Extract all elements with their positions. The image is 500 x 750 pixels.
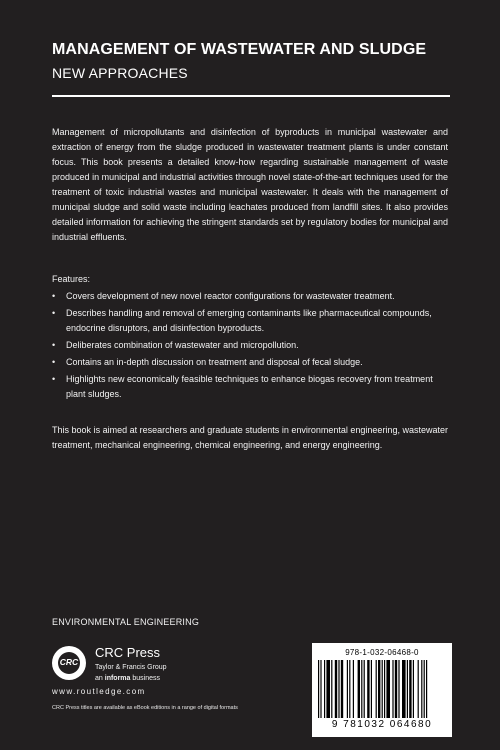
bullet-icon: • xyxy=(52,357,56,367)
book-description: Management of micropollutants and disinfection of byproducts in municipal wastewater and extraction of energy from the sludge produced in wastewater treatment plants is under constant focus. This book presents a detailed know-how regarding sustainable management of waste produced in municipal and industrial activities through novel state-of-the-art techniques used for the treatment of toxic industrial wastes and municipal wastewater. It deals with the management of municipal sludge and solid waste including leachates produced from landfill sites. It also provides detailed information for achieving the stringent standards set by regulatory bodies for municipal and industrial effluents. xyxy=(52,127,448,242)
barcode-bar xyxy=(409,660,411,718)
business-prefix: an xyxy=(95,675,103,682)
barcode-panel xyxy=(312,643,452,737)
feature-text: Covers development of new novel reactor configurations for wastewater treatment. xyxy=(66,291,395,301)
barcode-bar xyxy=(341,660,343,718)
feature-text: Contains an in-depth discussion on treatment and disposal of fecal sludge. xyxy=(66,357,363,367)
barcode-bar xyxy=(361,660,362,718)
barcode-bar xyxy=(413,660,414,718)
barcode-bar xyxy=(378,660,380,718)
barcode-bar xyxy=(395,660,397,718)
feature-text: Highlights new economically feasible techniques to enhance biogas recovery from treatment plant sludges. xyxy=(66,374,433,399)
feature-item xyxy=(52,372,450,402)
ebook-note: CRC Press titles are available as eBook editions in a range of digital formats xyxy=(52,705,238,711)
book-title: MANAGEMENT OF WASTEWATER AND SLUDGE xyxy=(52,41,427,58)
barcode-bar xyxy=(320,660,321,718)
feature-text: Deliberates combination of wastewater and micropollution. xyxy=(66,340,299,350)
barcode-digits: 9 781032 064680 xyxy=(331,719,433,730)
feature-item xyxy=(52,289,450,304)
publisher-group: Taylor & Francis Group xyxy=(95,664,167,671)
barcode-bar xyxy=(426,660,427,718)
barcode-bar xyxy=(386,660,390,718)
barcode-bar xyxy=(324,660,325,718)
isbn-text: 978-1-032-06468-0 xyxy=(345,648,419,657)
feature-item xyxy=(52,306,450,336)
barcode-bar xyxy=(382,660,383,718)
barcode-bar xyxy=(424,660,425,718)
barcode-bar xyxy=(338,660,339,718)
feature-text: Describes handling and removal of emerging contaminants like pharmaceutical compounds, endocrine disruptors, and disinfection byproducts. xyxy=(66,308,432,333)
barcode-bar xyxy=(347,660,348,718)
barcode-bar xyxy=(326,660,330,718)
publisher-website[interactable]: www.routledge.com xyxy=(52,687,146,696)
publisher-name: CRC Press xyxy=(95,645,161,660)
bullet-icon: • xyxy=(52,374,56,384)
barcode-bar xyxy=(402,660,406,718)
barcode-bar xyxy=(318,660,319,718)
feature-item xyxy=(52,355,450,370)
barcode-bar xyxy=(353,660,354,718)
features-heading: Features: xyxy=(52,274,91,284)
crc-logo-text: CRC xyxy=(59,657,79,667)
barcode-bar xyxy=(384,660,385,718)
barcode-bar xyxy=(407,660,408,718)
business-name: informa xyxy=(104,675,131,682)
business-suffix: business xyxy=(132,675,161,682)
bullet-icon: • xyxy=(52,291,56,301)
barcode-bar xyxy=(398,660,399,718)
book-subtitle: NEW APPROACHES xyxy=(52,65,188,81)
barcode-bar xyxy=(367,660,369,718)
crc-press-logo xyxy=(52,646,86,680)
barcode-bar xyxy=(421,660,422,718)
features-list xyxy=(52,289,450,404)
barcode-bar xyxy=(376,660,377,718)
barcode-bar xyxy=(364,660,365,718)
barcode-bar xyxy=(358,660,360,718)
publisher-business xyxy=(95,675,160,682)
feature-item xyxy=(52,338,450,353)
barcode-bar xyxy=(331,660,332,718)
bullet-icon: • xyxy=(52,340,56,350)
barcode-bar xyxy=(335,660,337,718)
barcode-bar xyxy=(392,660,393,718)
barcode-bar xyxy=(418,660,419,718)
subject-category: ENVIRONMENTAL ENGINEERING xyxy=(52,617,200,627)
barcode-icon xyxy=(318,660,446,720)
audience-statement: This book is aimed at researchers and graduate students in environmental engineering, wastewater treatment, mechanical engineering, chemical engineering, and energy engineering. xyxy=(52,425,448,450)
barcode-bar xyxy=(371,660,372,718)
title-divider xyxy=(52,95,450,97)
barcode-bar xyxy=(349,660,350,718)
bullet-icon: • xyxy=(52,308,56,318)
